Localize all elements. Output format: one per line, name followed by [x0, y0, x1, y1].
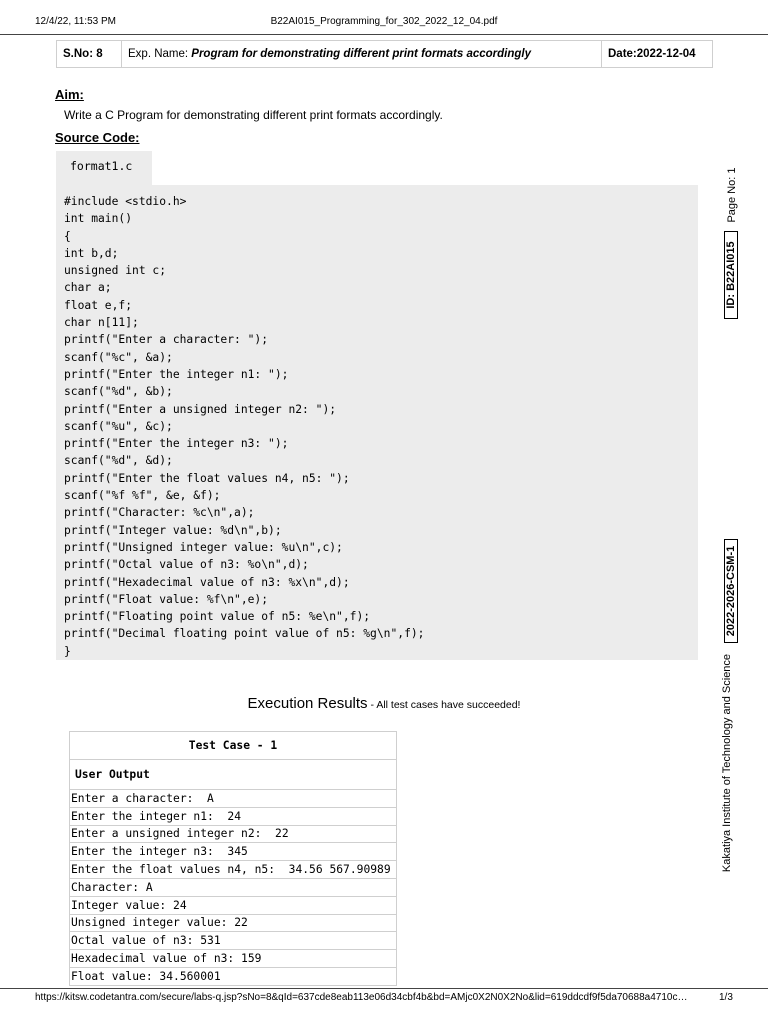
code-line: scanf("%c", &a); — [64, 350, 173, 364]
browser-print-header — [0, 16, 768, 32]
execution-subtitle: - All test cases have succeeded! — [367, 699, 521, 711]
experiment-name-label: Exp. Name: — [128, 48, 192, 60]
print-filename: B22AI015_Programming_for_302_2022_12_04.pdf — [270, 16, 498, 27]
source-code — [64, 193, 424, 660]
output-line: Enter the float values n4, n5: 34.56 567.90989 — [70, 861, 397, 879]
code-line: #include <stdio.h> — [64, 195, 187, 208]
header-divider — [0, 34, 768, 35]
experiment-name-cell — [122, 41, 602, 68]
output-line: Enter a unsigned integer n2: 22 — [70, 825, 397, 843]
output-line: Integer value: 24 — [70, 896, 397, 914]
footer-divider — [0, 988, 768, 989]
test-case-title: Test Case - 1 — [70, 732, 397, 760]
code-line: printf("Enter a unsigned integer n2: "); — [64, 402, 337, 416]
experiment-name: Program for demonstrating different print formats accordingly — [191, 48, 532, 60]
code-line: scanf("%d", &b); — [64, 385, 173, 399]
code-line: float e,f; — [64, 298, 133, 312]
code-line: int main() — [64, 212, 133, 226]
code-line: printf("Enter the float values n4, n5: "); — [64, 471, 350, 485]
page-url: https://kitsw.codetantra.com/secure/labs-q.jsp?sNo=8&qId=637cde8eab113e06d34cbf4b&bd=AMjc0X2N0X2No&lid=619ddcdf9f5da70688a4710c… — [35, 992, 688, 1003]
code-line: } — [64, 644, 71, 658]
user-output-label: User Output — [70, 760, 397, 790]
code-line: { — [64, 229, 71, 243]
code-line: char a; — [64, 281, 112, 295]
code-line: printf("Integer value: %d\n",b); — [64, 523, 282, 537]
code-line: printf("Character: %c\n",a); — [64, 506, 255, 520]
output-line: Character: A — [70, 878, 397, 896]
code-line: printf("Enter the integer n3: "); — [64, 437, 289, 451]
output-line: Enter a character: A — [70, 790, 397, 808]
print-datetime: 12/4/22, 11:53 PM — [35, 16, 116, 27]
code-line: scanf("%u", &c); — [64, 419, 173, 433]
output-line: Float value: 34.560001 — [70, 967, 397, 985]
page-number-label: Page No: 1 — [726, 167, 738, 223]
code-line: printf("Hexadecimal value of n3: %x\n",d); — [64, 575, 350, 589]
code-line: scanf("%d", &d); — [64, 454, 173, 468]
code-line: printf("Octal value of n3: %o\n",d); — [64, 558, 309, 572]
aim-text: Write a C Program for demonstrating different print formats accordingly. — [64, 108, 443, 122]
output-line: Hexadecimal value of n3: 159 — [70, 950, 397, 968]
code-line: printf("Floating point value of n5: %e\n",f); — [64, 610, 371, 624]
test-case-table — [69, 731, 397, 986]
student-id-label: ID: B22AI015 — [724, 231, 738, 319]
batch-label: 2022-2026-CSM-1 — [724, 539, 738, 643]
code-line: printf("Unsigned integer value: %u\n",c); — [64, 540, 343, 554]
code-line: printf("Enter the integer n1: "); — [64, 367, 289, 381]
code-line: printf("Decimal floating point value of n5: %g\n",f); — [64, 627, 425, 641]
output-line: Octal value of n3: 531 — [70, 932, 397, 950]
serial-number: S.No: 8 — [57, 41, 122, 68]
execution-results-heading — [0, 695, 768, 713]
page-count: 1/3 — [719, 992, 733, 1003]
aim-heading: Aim: — [55, 87, 84, 102]
source-code-heading: Source Code: — [55, 130, 140, 145]
experiment-date: Date:2022-12-04 — [602, 41, 713, 68]
code-line: unsigned int c; — [64, 264, 167, 278]
output-line: Unsigned integer value: 22 — [70, 914, 397, 932]
execution-title: Execution Results — [247, 695, 368, 712]
code-line: int b,d; — [64, 246, 119, 260]
output-line: Enter the integer n3: 345 — [70, 843, 397, 861]
source-file-tab[interactable]: format1.c — [56, 151, 152, 186]
code-line: char n[11]; — [64, 316, 139, 330]
institute-label: Kakatiya Institute of Technology and Science — [721, 653, 733, 873]
code-line: scanf("%f %f", &e, &f); — [64, 489, 221, 503]
code-line: printf("Float value: %f\n",e); — [64, 592, 269, 606]
experiment-info-table — [56, 40, 713, 68]
output-line: Enter the integer n1: 24 — [70, 807, 397, 825]
code-line: printf("Enter a character: "); — [64, 333, 269, 347]
